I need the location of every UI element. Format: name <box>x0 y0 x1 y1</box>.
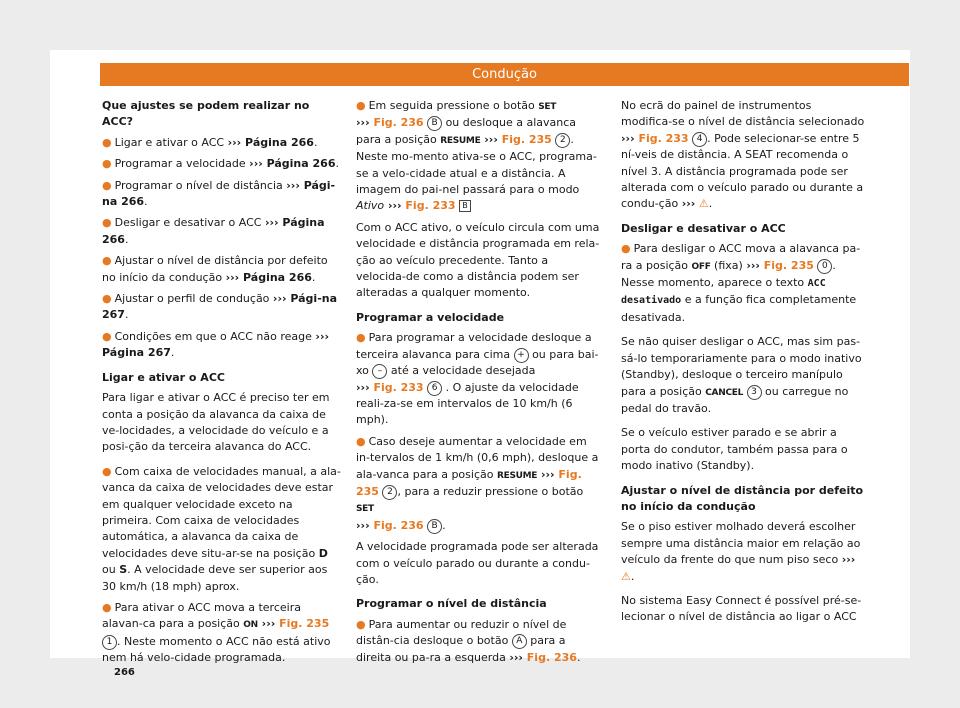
list-item: ● Com caixa de velocidades manual, a ala-vanca da caixa de velocidades deve estar em qualquer velocidade exceto na primeira. Com caixa de velocidades automática, a alavanca da caixa de velocidades deve situ-ar-se na posição D ou S. A velocidade deve ser superior aos 30 km/h (18 mph) aprox. <box>102 464 341 593</box>
heading-programar-velocidade: Programar a velocidade <box>356 310 505 324</box>
callout-number: 4 <box>692 132 707 147</box>
toc-item[interactable]: ● Condições em que o ACC não reage ››› Página 267. <box>102 329 330 360</box>
paragraph-porta: Se o veículo estiver parado e se abrir a porta do condutor, também passa para o modo inativo (Standby). <box>621 426 848 473</box>
toc-item[interactable]: ● Ajustar o nível de distância por defeito no início da condução ››› Página 266. <box>102 254 328 284</box>
bullet-icon: ● <box>102 135 112 149</box>
heading-ligar: Ligar e ativar o ACC <box>102 370 225 384</box>
paragraph-easy-connect: No sistema Easy Connect é possível pré-se-lecionar o nível de distância ao ligar o ACC <box>621 593 862 624</box>
bullet-icon: ● <box>102 292 112 306</box>
callout-letter: A <box>512 634 527 649</box>
page-link[interactable]: Página 267 <box>102 346 171 360</box>
list-item: ● Para aumentar ou reduzir o nível de distân-cia desloque o botão A para a direita ou pa-ra a esquerda ››› Fig. 236. <box>356 617 581 664</box>
manual-page <box>50 50 910 678</box>
column-1 <box>102 98 342 672</box>
bullet-icon: ● <box>102 178 112 192</box>
heading-ajustar-distancia: Ajustar o nível de distância por defeito no início da condução <box>621 483 864 513</box>
callout-number: 1 <box>102 635 117 650</box>
callout-number: 6 <box>427 381 442 396</box>
paragraph-velocidade-alterada: A velocidade programada pode ser alterada com o veículo parado ou durante a condu-ção. <box>356 540 599 586</box>
display-text: ACC desativado <box>621 278 826 307</box>
bullet-icon: ● <box>102 157 112 171</box>
key-label: RESUME <box>496 470 538 481</box>
heading-ajustes: Que ajustes se podem realizar no ACC? <box>102 99 310 129</box>
toc-item[interactable]: ● Desligar e desativar o ACC ››› Página 266. <box>102 216 325 246</box>
key-label: SET <box>538 102 557 112</box>
figure-link[interactable]: Fig. 235 <box>279 617 330 631</box>
callout-letter: B <box>427 116 442 131</box>
key-label: ON <box>243 620 258 631</box>
toc-item[interactable]: ● Ligar e ativar o ACC ››› Página 266. <box>102 135 318 149</box>
bullet-icon: ● <box>102 329 112 343</box>
bullet-icon: ● <box>102 254 112 268</box>
heading-programar-distancia: Programar o nível de distância <box>356 597 547 611</box>
page-link[interactable]: Página 266 <box>239 270 312 284</box>
minus-icon: – <box>372 364 387 379</box>
toc-item[interactable]: ● Programar o nível de distância ››› Pági-na 266. <box>102 178 336 209</box>
paragraph-nivel: No ecrã do painel de instrumentos modifica-se o nível de distância selecionado ››› Fig. 233 4 . Pode selecionar-se entre 5 ní-veis de distância. A SEAT recomenda o nível 3. A distância programada pode ser alterada com o veículo parado ou durante a condu-ção ››› ⚠. <box>621 99 865 211</box>
list-item: ● Para desligar o ACC mova a alavanca pa-ra a posição OFF (fixa) ››› Fig. 235 0 . Nesse momento, aparece o texto ACC desativado e a função fica completamente desativada. <box>621 242 861 324</box>
page-number: 266 <box>114 667 135 678</box>
figure-link[interactable]: Fig. 236 <box>373 116 424 130</box>
paragraph-piso: Se o piso estiver molhado deverá escolher sempre uma distância maior em relação ao veículo da frente do que num piso seco ››› ⚠. <box>621 520 861 583</box>
key-label: CANCEL <box>705 387 744 398</box>
key-label: OFF <box>691 261 711 272</box>
key-label: RESUME <box>440 135 481 146</box>
figure-link[interactable]: Fig. 233 <box>405 199 456 213</box>
display-mode-icon: B <box>459 200 471 212</box>
figure-link[interactable]: Fig. 235 <box>501 132 552 146</box>
callout-number: 2 <box>555 133 570 148</box>
callout-number: 0 <box>817 259 832 274</box>
toc-item[interactable]: ● Programar a velocidade ››› Página 266. <box>102 157 339 171</box>
figure-link[interactable]: Fig. 233 <box>638 131 689 145</box>
figure-link[interactable]: Fig. 236 <box>526 650 577 664</box>
list-item: ● Caso deseje aumentar a velocidade em in-tervalos de 1 km/h (0,6 mph), desloque a ala-vanca para a posição RESUME ››› Fig. 235 2 , para a reduzir pressione o botão SET ››› Fig. 236 B . <box>356 434 599 532</box>
figure-link[interactable]: Fig. 233 <box>373 380 424 394</box>
bullet-icon: ● <box>356 331 366 345</box>
page-link[interactable]: Página 266 <box>102 216 325 246</box>
bullet-icon: ● <box>102 216 112 230</box>
page-link[interactable]: Página 266 <box>262 157 336 171</box>
section-title: Condução <box>472 67 537 82</box>
warning-icon[interactable]: ⚠ <box>698 197 709 211</box>
warning-icon[interactable]: ⚠ <box>621 569 631 583</box>
list-item: ● Para ativar o ACC mova a terceira alavan-ca para a posição ON ››› Fig. 235 1 . Neste momento o ACC não está ativo nem há velo-cidade programada. <box>102 600 331 665</box>
paragraph-acc-ativo: Com o ACC ativo, o veículo circula com uma velocidade e distância programada em rela-ção ao veículo precedente. Tanto a velocida-de como a distância podem ser alteradas a qualquer momento. <box>356 220 600 300</box>
page-link[interactable]: Pági-na 267 <box>102 292 338 322</box>
figure-link[interactable]: Fig. 235 <box>763 258 814 272</box>
page-link[interactable]: Pági-na 266 <box>102 178 336 209</box>
paragraph-ligar: Para ligar e ativar o ACC é preciso ter em conta a posição da alavanca da caixa de ve-locidades, a velocidade do veículo e a posi-ção da terceira alavanca do ACC. <box>102 391 330 454</box>
column-3 <box>621 98 866 634</box>
list-item: ● Em seguida pressione o botão SET ››› Fig. 236 B ou desloque a alavanca para a posição RESUME ››› Fig. 235 2 . Neste mo-mento ativa-se o ACC, programa-se a velo-cidade atual e a distância. A imagem do pai-nel passará para o modo Ativo ››› Fig. 233 B <box>356 99 597 213</box>
column-2 <box>356 98 600 671</box>
bullet-icon: ● <box>356 434 366 448</box>
plus-icon: + <box>514 348 529 363</box>
paragraph-standby: Se não quiser desligar o ACC, mas sim pas-sá-lo temporariamente para o modo inativo (Standby), desloque o terceiro manípulo para a posição CANCEL 3 ou carregue no pedal do travão. <box>621 335 862 415</box>
bullet-icon: ● <box>356 99 366 112</box>
callout-number: 2 <box>382 485 397 500</box>
heading-desligar: Desligar e desativar o ACC <box>621 221 786 235</box>
callout-letter: B <box>427 519 442 534</box>
list-item: ● Para programar a velocidade desloque a terceira alavanca para cima + ou para bai-xo – até a velocidade desejada ››› Fig. 233 6 . O ajuste da velocidade reali-za-se em intervalos de 10 km/h (6 mph). <box>356 331 599 427</box>
key-label: SET <box>356 504 374 515</box>
section-header <box>100 63 909 86</box>
figure-link[interactable]: Fig. 236 <box>373 518 424 532</box>
bullet-icon: ● <box>356 617 366 631</box>
callout-number: 3 <box>747 385 762 400</box>
bullet-icon: ● <box>102 464 112 478</box>
bullet-icon: ● <box>102 600 112 614</box>
page-link[interactable]: Página 266 <box>241 135 314 149</box>
bullet-icon: ● <box>621 242 631 256</box>
toc-list <box>102 135 342 362</box>
toc-item[interactable]: ● Ajustar o perfil de condução ››› Pági-na 267. <box>102 292 338 322</box>
figure-link[interactable]: Fig. 235 <box>356 467 582 498</box>
